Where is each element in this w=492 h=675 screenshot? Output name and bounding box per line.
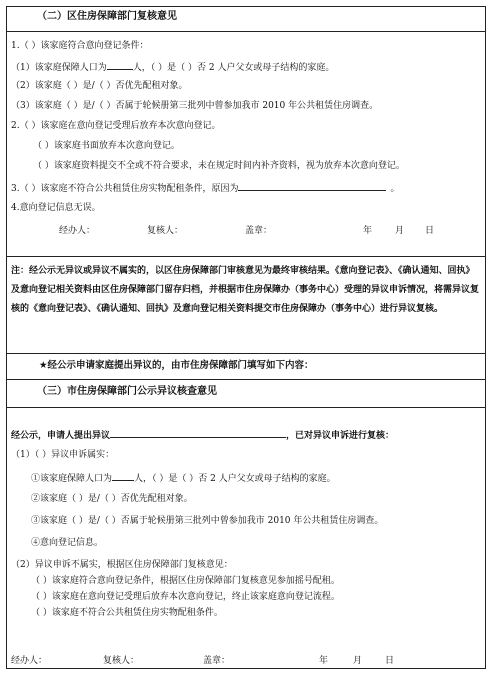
reason-field[interactable] [238,181,386,191]
divider [7,353,485,354]
s3-l2: （2）异议申诉不属实，根据区住房保障部门复核意见： [11,560,233,570]
s3-l1a-post: 人，（ ）是（ ）否 2 人户父女或母子结构的家庭。 [134,474,336,484]
s3-month-label: 月 [353,656,363,666]
s2-line3-pre: 3.（ ）该家庭不符合公共租赁住房实物配租条件，原因为 [11,184,239,194]
section3-title: （三）市住房保障部门公示异议核查意见 [37,386,217,397]
s3-l1a-pre: ①该家庭保障人口为 [31,474,113,484]
divider [7,407,485,408]
s3-l2a: （ ）该家庭符合意向登记条件，根据区住房保障部门复核意见参加摇号配租。 [31,576,340,586]
section2-title: （二）区住房保障部门复核意见 [37,11,177,22]
s3-l1b: ②该家庭（ ）是/（ ）否优先配租对象。 [31,494,193,504]
s3-day-label: 日 [385,656,395,666]
s2-month-label: 月 [395,226,405,236]
s3-l1d: ④意向登记信息。 [31,538,104,548]
s2-line4: 4.意向登记信息无误。 [11,203,101,213]
divider [7,31,485,32]
divider [7,379,485,380]
review-note: 注：经公示无异议或异议不属实的，以区住房保障部门审核意见为最终审核结果。《意向登记表》、《确认通知、回执》及意向登记相关资料由区住房保障部门留存归档，并根据市住房保障办（事务中心）受理的异议申诉情况，将需异议复核的《意向登记表》、《确认通知、回执》及意向登记相关资料提交市住房保障办（事务中心）进行异议复核。 [11,266,480,314]
divider [7,256,485,257]
s2-year-label: 年 [363,226,373,236]
s2-line1a-post: 人，（ ）是（ ）否 2 人户父女或母子结构的家庭。 [132,63,335,73]
s2-line1: 1.（ ）该家庭符合意向登记条件： [11,41,149,51]
s2-seal-label: 盖章： [245,226,273,236]
s3-seal-label: 盖章： [203,656,231,666]
s3-l1a [31,471,336,485]
s2-line1a [11,60,334,74]
s3-year-label: 年 [319,656,329,666]
objection-banner: ★经公示申请家庭提出异议的，由市住房保障部门填写如下内容： [39,360,314,371]
s3-lead-pre: 经公示，申请人提出异议 [11,431,111,441]
s3-l1: （1）（ ）异议申诉属实： [11,450,115,460]
objection-field[interactable] [110,428,286,438]
s2-line3-post: 。 [390,184,400,194]
household-size-field-2[interactable] [112,471,134,481]
s3-lead [11,428,394,442]
s3-lead-post: ，已对异议申诉进行复核： [286,431,395,441]
s2-line2: 2.（ ）该家庭在意向登记受理后放弃本次意向登记。 [11,121,221,131]
s2-line3 [11,181,399,195]
s3-handler-label: 经办人： [11,656,48,666]
s3-l2c: （ ）该家庭不符合公共租赁住房实物配租条件。 [31,608,223,618]
s3-l1c: ③该家庭（ ）是/（ ）否属于轮候册第三批列中曾参加我市 2010 年公共租赁住房调查。 [31,516,384,526]
s2-handler-label: 经办人： [59,226,96,236]
s2-line2a: （ ）该家庭书面放弃本次意向登记。 [33,141,180,151]
s3-reviewer-label: 复核人： [103,656,140,666]
s3-l2b: （ ）该家庭在意向登记受理后放弃本次意向登记，终止该家庭意向登记流程。 [31,592,340,602]
household-size-field[interactable] [107,60,133,70]
s2-reviewer-label: 复核人： [147,226,184,236]
s2-line1a-pre: （1）该家庭保障人口为 [11,63,107,73]
s2-line1b: （2）该家庭（ ）是/（ ）否优先配租对象。 [11,81,188,91]
s2-line1c: （3）该家庭（ ）是/（ ）否属于轮候册第三批列中曾参加我市 2010 年公共租赁住房调查。 [11,101,379,111]
form-page [6,6,486,669]
s2-line2b: （ ）该家庭资料提交不全或不符合要求，未在规定时间内补齐资料，视为放弃本次意向登记。 [33,161,405,171]
s2-day-label: 日 [425,226,435,236]
